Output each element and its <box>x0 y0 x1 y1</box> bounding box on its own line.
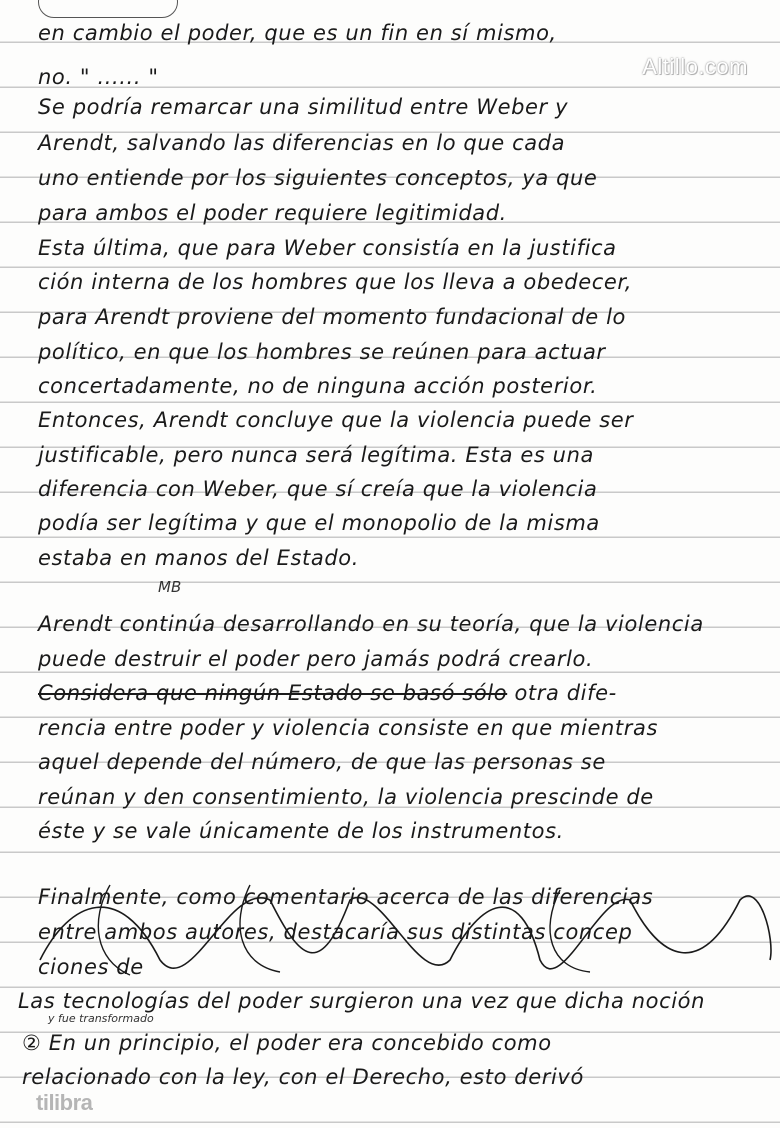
insertion-note: y fue transformado <box>48 1012 154 1025</box>
text-line: puede destruir el poder pero jamás podrá crearlo. <box>38 647 594 671</box>
text-line: Esta última, que para Weber consistía en la justifica <box>38 236 617 260</box>
text-line: Arendt continúa desarrollando en su teoría, que la violencia <box>38 612 704 636</box>
text-line: Se podría remarcar una similitud entre Weber y <box>38 95 569 119</box>
text-line: Entonces, Arendt concluye que la violencia puede ser <box>38 408 634 432</box>
text-line: éste y se vale únicamente de los instrumentos. <box>38 819 564 843</box>
text-line: rencia entre poder y violencia consiste en que mientras <box>38 716 659 740</box>
text-line: en cambio el poder, que es un fin en sí mismo, <box>38 21 557 45</box>
text-line: para ambos el poder requiere legitimidad. <box>38 201 507 225</box>
text-line: no. " ...... " <box>38 65 159 89</box>
scribbled-line: ciones de <box>38 955 144 979</box>
scribbled-line: entre ambos autores, destacaría sus distintas concep <box>38 920 633 944</box>
text-line: reúnan y den consentimiento, la violencia prescinde de <box>38 785 654 809</box>
page-number-box <box>38 0 178 18</box>
text-line: concertadamente, no de ninguna acción posterior. <box>38 374 598 398</box>
text-line-struck <box>38 678 774 708</box>
text-line: diferencia con Weber, que sí creía que la violencia <box>38 477 598 501</box>
text-line: podía ser legítima y que el monopolio de la misma <box>38 511 600 535</box>
notebook-brand-logo: tilibra <box>36 1090 93 1115</box>
text-line: uno entiende por los siguientes conceptos, ya que <box>38 166 598 190</box>
margin-note: MB <box>158 578 182 596</box>
watermark: Altillo.com <box>642 54 748 79</box>
text-line: para Arendt proviene del momento fundacional de lo <box>38 305 626 329</box>
text-line: ción interna de los hombres que los lleva a obedecer, <box>38 270 632 294</box>
text-line: justificable, pero nunca será legítima. Esta es una <box>38 443 594 467</box>
text-tail: otra dife- <box>514 681 617 705</box>
scribbled-line: Finalmente, como comentario acerca de las diferencias <box>38 885 654 909</box>
text-line: Arendt, salvando las diferencias en lo que cada <box>38 131 566 155</box>
text-line: Las tecnologías del poder surgieron una vez que dicha noción <box>18 989 706 1013</box>
text-line: aquel depende del número, de que las personas se <box>38 750 606 774</box>
text-line: político, en que los hombres se reúnen para actuar <box>38 340 606 364</box>
struck-text: Considera que ningún Estado se basó sólo <box>38 681 508 705</box>
text-line: estaba en manos del Estado. <box>38 546 359 570</box>
text-line: ② En un principio, el poder era concebido como <box>22 1031 552 1055</box>
text-line: relacionado con la ley, con el Derecho, esto derivó <box>22 1065 584 1089</box>
